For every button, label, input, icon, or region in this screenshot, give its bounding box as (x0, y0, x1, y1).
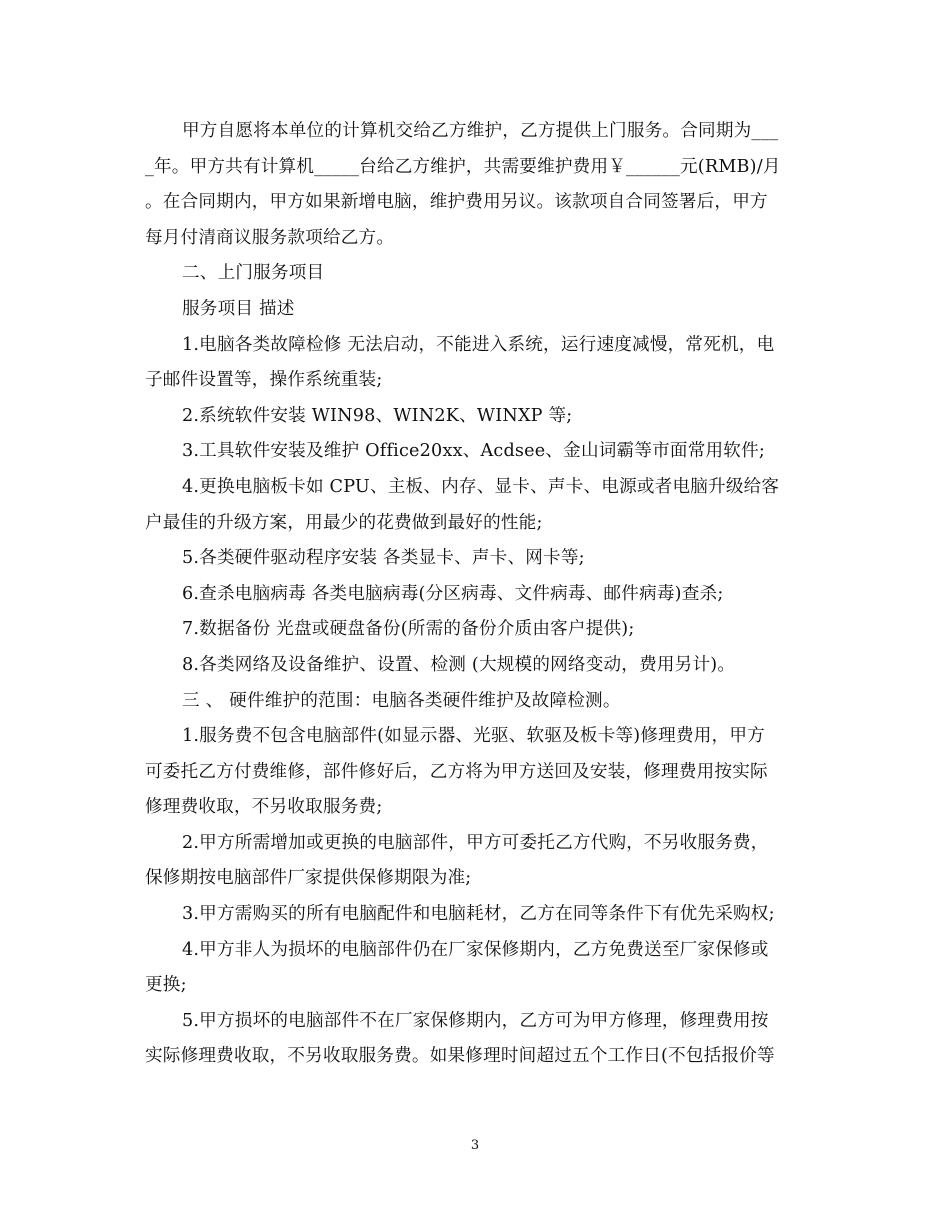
service-item-6 (145, 577, 809, 613)
hardware-clause-2 (145, 826, 809, 897)
text-line: 2.甲方所需增加或更换的电脑部件，甲方可委托乙方代购，不另收服务费， (182, 832, 769, 853)
service-item-4 (145, 470, 809, 541)
text-line: _年。甲方共有计算机_____台给乙方维护，共需要维护费用￥______元(RMB)/月 (145, 156, 781, 177)
text-line: 保修期按电脑部件厂家提供保修期限为准; (145, 868, 472, 889)
service-item-1 (145, 328, 809, 399)
service-item-2 (145, 399, 809, 435)
text-line: 可委托乙方付费维修，部件修好后，乙方将为甲方送回及安装，修理费用按实际 (145, 761, 768, 782)
service-item-3 (145, 434, 809, 470)
section-heading-hardware-scope (145, 684, 809, 720)
hardware-clause-1 (145, 719, 809, 826)
hardware-clause-3 (145, 897, 809, 933)
text-line: 3.工具软件安装及维护 Office20xx、Acdsee、金山词霸等市面常用软件; (182, 441, 766, 462)
text-line: 3.甲方需购买的所有电脑配件和电脑耗材，乙方在同等条件下有优先采购权; (182, 904, 775, 925)
text-line: 子邮件设置等，操作系统重装; (145, 370, 383, 391)
text-line: 每月付清商议服务款项给乙方。 (145, 227, 395, 248)
text-line: 8.各类网络及设备维护、设置、检测 (大规模的网络变动，费用另计)。 (182, 654, 736, 675)
paragraph-contract-term (145, 114, 809, 256)
text-line: 4.更换电脑板卡如 CPU、主板、内存、显卡、声卡、电源或者电脑升级给客 (182, 476, 780, 497)
document-body (145, 114, 809, 1075)
text-line: 7.数据备份 光盘或硬盘备份(所需的备份介质由客户提供); (182, 619, 635, 640)
hardware-clause-5 (145, 1004, 809, 1075)
text-line: 5.甲方损坏的电脑部件不在厂家保修期内，乙方可为甲方修理，修理费用按 (182, 1010, 769, 1031)
text-line: 服务项目 描述 (182, 298, 295, 319)
service-item-8 (145, 648, 809, 684)
text-line: 1.电脑各类故障检修 无法启动，不能进入系统，运行速度减慢，常死机，电 (182, 334, 775, 355)
text-line: 6.查杀电脑病毒 各类电脑病毒(分区病毒、文件病毒、邮件病毒)查杀; (182, 583, 724, 604)
text-line: 2.系统软件安装 WIN98、WIN2K、WINXP 等; (182, 405, 573, 426)
text-line: 5.各类硬件驱动程序安装 各类显卡、声卡、网卡等; (182, 548, 585, 569)
text-line: 4.甲方非人为损坏的电脑部件仍在厂家保修期内，乙方免费送至厂家保修或 (182, 939, 769, 960)
page-number: 3 (470, 1138, 480, 1153)
service-table-header (145, 292, 809, 328)
hardware-clause-4 (145, 933, 809, 1004)
text-line: 。在合同期内，甲方如果新增电脑，维护费用另议。该款项自合同签署后，甲方 (145, 192, 768, 213)
text-line: 1.服务费不包含电脑部件(如显示器、光驱、软驱及板卡等)修理费用，甲方 (182, 726, 765, 747)
service-item-7 (145, 612, 809, 648)
section-heading-onsite-services (145, 256, 809, 292)
text-line: 更换; (145, 975, 187, 996)
text-line: 户最佳的升级方案，用最少的花费做到最好的性能; (145, 512, 543, 533)
service-item-5 (145, 541, 809, 577)
text-line: 二、上门服务项目 (182, 263, 325, 284)
text-line: 三 、 硬件维护的范围：电脑各类硬件维护及故障检测。 (182, 690, 621, 711)
text-line: 实际修理费收取，不另收取服务费。如果修理时间超过五个工作日(不包括报价等 (145, 1046, 775, 1067)
text-line: 甲方自愿将本单位的计算机交给乙方维护，乙方提供上门服务。合同期为___ (182, 121, 779, 141)
text-line: 修理费收取，不另收取服务费; (145, 797, 383, 818)
